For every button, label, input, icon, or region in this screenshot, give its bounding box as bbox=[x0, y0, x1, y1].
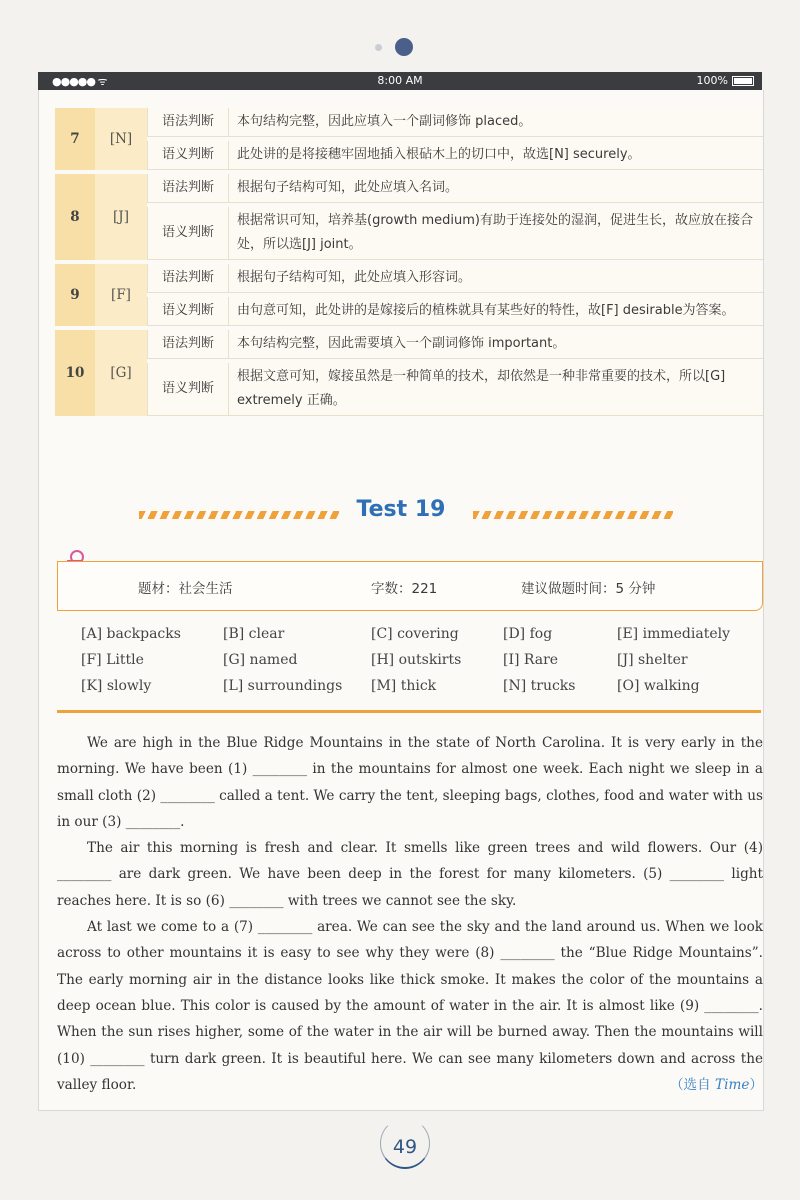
decorative-stripes bbox=[473, 511, 673, 519]
word-option: [E] immediately bbox=[617, 626, 730, 642]
answer-analysis-table bbox=[55, 104, 763, 420]
table-row bbox=[55, 141, 763, 170]
source-title: Time bbox=[715, 1077, 750, 1094]
table-row bbox=[55, 297, 763, 326]
question-number: 9 bbox=[55, 264, 95, 326]
word-option: [C] covering bbox=[371, 626, 459, 642]
signal-indicator: ●●●●● ᯤ bbox=[52, 75, 107, 88]
judgement-text: 本句结构完整，因此应填入一个副词修饰 placed。 bbox=[228, 108, 763, 137]
topic-label: 题材：社会生活 bbox=[138, 581, 233, 597]
camera-lens bbox=[395, 38, 413, 56]
table-row bbox=[55, 363, 763, 416]
test-title: Test 19 bbox=[356, 497, 446, 522]
judgement-type: 语义判断 bbox=[147, 297, 228, 326]
battery-icon bbox=[732, 76, 754, 86]
word-option: [I] Rare bbox=[503, 652, 559, 668]
judgement-type: 语法判断 bbox=[147, 108, 228, 137]
judgement-text: 本句结构完整，因此需要填入一个副词修饰 important。 bbox=[228, 330, 763, 359]
judgement-text: 此处讲的是将接穗牢固地插入根砧木上的切口中，故选[N] securely。 bbox=[228, 141, 763, 170]
word-option: [G] named bbox=[223, 652, 298, 668]
word-option: [F] Little bbox=[81, 652, 144, 668]
sensor-dot bbox=[375, 44, 382, 51]
test-info-box bbox=[57, 561, 763, 611]
answer-letter: [N] bbox=[95, 108, 147, 170]
battery-percent: 100% bbox=[696, 74, 728, 87]
passage-paragraph: The air this morning is fresh and clear. It smells like green trees and wild flowers. Our (4) ________ are dark green. We have been deep in the forest for many kilometers. (5) ________ light reaches here. It is so (6) ________ with trees we cannot see the sky. bbox=[57, 840, 763, 909]
table-row bbox=[55, 174, 763, 203]
suggested-time: 建议做题时间：5 分钟 bbox=[521, 581, 656, 597]
word-option: [B] clear bbox=[223, 626, 285, 642]
word-option: [M] thick bbox=[371, 678, 437, 694]
page-number: 49 bbox=[380, 1124, 430, 1170]
status-bar bbox=[38, 72, 762, 90]
answer-letter: [F] bbox=[95, 264, 147, 326]
word-option: [O] walking bbox=[617, 678, 700, 694]
table-row bbox=[55, 264, 763, 293]
question-number: 7 bbox=[55, 108, 95, 170]
question-number: 10 bbox=[55, 330, 95, 416]
judgement-text: 根据常识可知，培养基(growth medium)有助于连接处的湿润，促进生长，故应放在接合处，所以选[J] joint。 bbox=[228, 207, 763, 260]
judgement-type: 语法判断 bbox=[147, 174, 228, 203]
judgement-text: 由句意可知，此处讲的是嫁接后的植株就具有某些好的特性，故[F] desirable为答案。 bbox=[228, 297, 763, 326]
word-option: [J] shelter bbox=[617, 652, 688, 668]
judgement-type: 语义判断 bbox=[147, 363, 228, 416]
table-row bbox=[55, 330, 763, 359]
table-row bbox=[55, 108, 763, 137]
word-option: [A] backpacks bbox=[81, 626, 181, 642]
passage-paragraph: At last we come to a (7) ________ area. We can see the sky and the land around us. When we look across to other mountains it is easy to see why they were (8) ________ the “Blue Ridge Mountains”. The early morning air in the distance looks like thick smoke. It makes the color of the mountains a deep ocean blue. This color is caused by the amount of water in the air. It is almost like (9) ________. When the sun rises higher, some of the water in the air will be burned away. Then the mountains will (10) ________ turn dark green. It is beautiful here. We can see many kilometers down and across the valley floor. bbox=[57, 919, 763, 1093]
word-option: [D] fog bbox=[503, 626, 553, 642]
word-count: 字数：221 bbox=[371, 581, 438, 597]
table-row bbox=[55, 207, 763, 260]
judgement-text: 根据句子结构可知，此处应填入名词。 bbox=[228, 174, 763, 203]
judgement-type: 语义判断 bbox=[147, 207, 228, 260]
judgement-type: 语法判断 bbox=[147, 264, 228, 293]
judgement-type: 语义判断 bbox=[147, 141, 228, 170]
passage-paragraph: We are high in the Blue Ridge Mountains in the state of North Carolina. It is very early in the morning. We have been (1) ________ in the mountains for almost one week. Each night we sleep in a small cloth (2) ________ called a tent. We carry the tent, sleeping bags, clothes, food and water with us in our (3) ________. bbox=[57, 735, 763, 830]
tablet-camera bbox=[0, 38, 800, 58]
judgement-type: 语法判断 bbox=[147, 330, 228, 359]
test-heading bbox=[39, 495, 763, 531]
cloze-passage bbox=[57, 730, 763, 1098]
section-divider bbox=[57, 710, 761, 713]
document-page bbox=[38, 90, 764, 1111]
word-option: [H] outskirts bbox=[371, 652, 462, 668]
word-option: [N] trucks bbox=[503, 678, 576, 694]
word-option: [K] slowly bbox=[81, 678, 152, 694]
source-citation: （选自 Time） bbox=[669, 1077, 763, 1094]
status-time: 8:00 AM bbox=[377, 74, 423, 87]
judgement-text: 根据句子结构可知，此处应填入形容词。 bbox=[228, 264, 763, 293]
judgement-text: 根据文意可知，嫁接虽然是一种简单的技术，却依然是一种非常重要的技术，所以[G] extremely 正确。 bbox=[228, 363, 763, 416]
word-option: [L] surroundings bbox=[223, 678, 343, 694]
answer-letter: [G] bbox=[95, 330, 147, 416]
answer-letter: [J] bbox=[95, 174, 147, 260]
question-number: 8 bbox=[55, 174, 95, 260]
